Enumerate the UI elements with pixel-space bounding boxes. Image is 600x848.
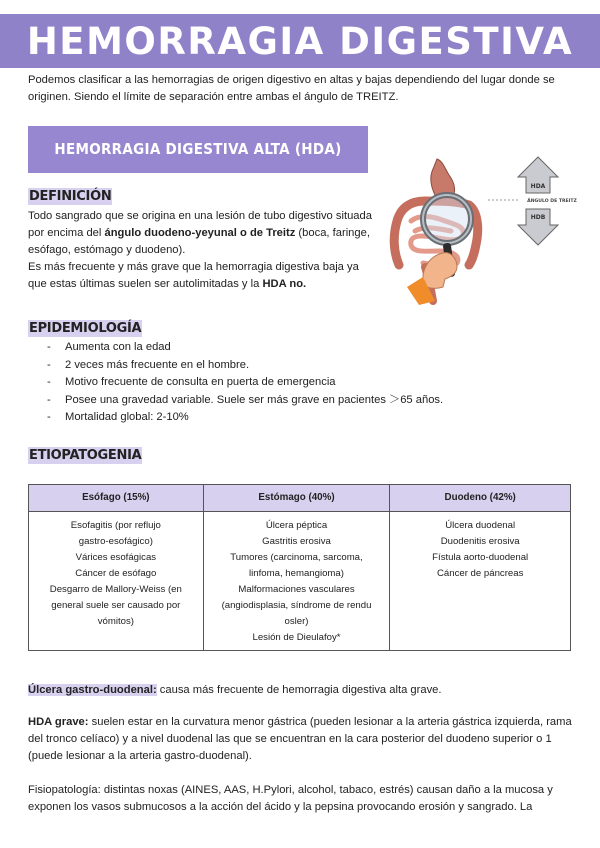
definicion-text-1b: (boca, faringe, esófago, estómago y duodeno). <box>28 227 370 256</box>
cell-line: Gastritis erosiva <box>262 536 331 547</box>
cell-esofago <box>29 512 204 651</box>
table-header-duodeno: Duodeno (42%) <box>390 485 571 512</box>
cell-line: (angiodisplasia, síndrome de rendu <box>221 600 372 611</box>
hdb-label: HDB <box>530 214 546 221</box>
cell-line: Duodenitis erosiva <box>440 536 520 547</box>
fisiopatologia-paragraph: Fisiopatología: distintas noxas (AINES, AAS, H.Pylori, alcohol, tabaco, estrés) causan daño a la mucosa y exponen los vasos submucosos a la acción del ácido y la pepsina provocando erosión y sangrado. La <box>28 784 553 813</box>
hda-hdb-diagram <box>488 155 588 250</box>
cell-line: gastro-esofágico) <box>78 536 153 547</box>
cell-line: osler) <box>284 616 309 627</box>
table-row <box>29 512 571 651</box>
definicion-text <box>28 208 373 293</box>
page-title: HEMORRAGIA DIGESTIVA <box>26 20 574 63</box>
cell-duodeno <box>390 512 571 651</box>
cell-line: Fístula aorto-duodenal <box>432 552 529 563</box>
etiopatogenia-table <box>28 484 571 651</box>
intestine-magnifier-illustration <box>385 155 483 305</box>
cell-line: vómitos) <box>97 616 134 627</box>
table-header-row <box>29 485 571 512</box>
hda-grave-text: suelen estar en la curvatura menor gástrica (pueden lesionar a la arteria gástrica izquierda, rama del tronco celíaco) y a nivel duodenal las que se encuentran en la cara posterior del duodeno superior o 1 (puede lesionar a la arteria gastro-duodenal). <box>28 716 572 762</box>
hda-grave-label: HDA grave: <box>28 716 89 728</box>
cell-line: Esofagitis (por reflujo <box>70 520 161 531</box>
cell-line: general suele ser causado por <box>51 600 181 611</box>
list-item: - Motivo frecuente de consulta en puerta de emergencia <box>47 374 443 392</box>
table-header-esofago: Esófago (15%) <box>29 485 204 512</box>
intro-paragraph: Podemos clasificar a las hemorragias de origen digestivo en altas y bajas dependiendo del lugar donde se originen. Siendo el límite de separación entre ambas el ángulo de TREITZ. <box>28 74 555 103</box>
list-item: - Aumenta con la edad <box>47 339 443 357</box>
list-item: - 2 veces más frecuente en el hombre. <box>47 357 443 375</box>
table-header-estomago: Estómago (40%) <box>203 485 390 512</box>
cell-line: Cáncer de páncreas <box>436 568 524 579</box>
definicion-treitz: ángulo duodeno-yeyunal o de Treitz <box>104 227 296 239</box>
definicion-hda-no: HDA no. <box>262 278 307 290</box>
cell-line: Cáncer de esófago <box>75 568 157 579</box>
heading-etiopatogenia: ETIOPATOGENIA <box>29 448 142 463</box>
cell-line: Desgarro de Mallory-Weiss (en <box>49 584 182 595</box>
definicion-text-2a: Es más frecuente y más grave que la hemorragia digestiva baja ya que estas últimas suelen ser autolimitadas y la <box>28 261 359 290</box>
ulcera-paragraph <box>28 682 573 699</box>
ulcera-text: causa más frecuente de hemorragia digestiva alta grave. <box>156 684 442 696</box>
cell-line: Lesión de Dieulafoy* <box>252 632 341 643</box>
hand-shape <box>407 253 457 305</box>
treitz-label: ÁNGULO DE TREITZ <box>527 199 577 204</box>
heading-definicion: DEFINICIÓN <box>29 189 112 204</box>
cell-line: Úlcera péptica <box>265 520 328 531</box>
cell-line: linfoma, hemangioma) <box>249 568 344 579</box>
section-title: HEMORRAGIA DIGESTIVA ALTA (HDA) <box>54 140 342 158</box>
cell-line: Tumores (carcinoma, sarcoma, <box>230 552 363 563</box>
ulcera-label: Úlcera gastro-duodenal: <box>28 684 157 696</box>
cell-line: Úlcera duodenal <box>445 520 516 531</box>
list-item: - Posee una gravedad variable. Suele ser más grave en pacientes ＞65 años. <box>47 392 443 410</box>
cell-line: Malformaciones vasculares <box>238 584 355 595</box>
hda-grave-paragraph <box>28 714 573 765</box>
hda-label: HDA <box>530 183 546 190</box>
cell-estomago <box>203 512 390 651</box>
cell-line: Várices esofágicas <box>75 552 157 563</box>
epidemiologia-list <box>47 339 443 427</box>
definicion-text-1a: Todo sangrado que se origina en una lesión de tubo digestivo situada por encima del <box>28 210 372 239</box>
heading-epidemiologia: EPIDEMIOLOGÍA <box>29 321 142 336</box>
list-item: - Mortalidad global: 2-10% <box>47 409 443 427</box>
